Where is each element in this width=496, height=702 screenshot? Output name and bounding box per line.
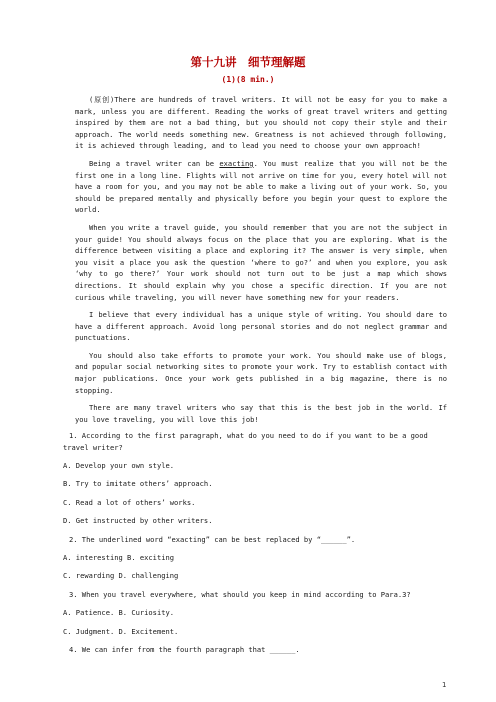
- question-2: 2. The underlined word “exacting” can be best replaced by “______”.: [69, 534, 356, 544]
- passage-paragraph-2: Being a travel writer can be exacting. You must realize that you will not be the first one in a long line. Flights will not arrive on time for you, every hotel will not have a room for you, and you may not be able to make a living out of your work. So, you should be prepared mentally and physically before you begin your quest to explore the world.: [75, 158, 447, 215]
- question-3: 3. When you travel everywhere, what should you keep in mind according to Para.3?: [69, 589, 411, 599]
- passage-paragraph-6: There are many travel writers who say that this is the best job in the world. If you love traveling, you will love this job!: [75, 403, 447, 424]
- question-1: 1. According to the first paragraph, what do you need to do if you want to be a good travel writer?: [63, 431, 428, 452]
- passage-paragraph-1: (原创)There are hundreds of travel writers. It will not be easy for you to make a mark, unless you are different. Reading the works of great travel writers and getting inspired by them are not a bad thing, but you should not copy their style and their approach. The world needs something new. Greatness is not achieved through following, it is achieved through leading, and to lead you need to choose your own approach!: [75, 95, 448, 151]
- question-2-option: C. rewarding D. challenging: [63, 571, 179, 581]
- question-2-option: A. interesting B. exciting: [63, 552, 175, 562]
- question-3-option: C. Judgment. D. Excitement.: [63, 626, 179, 636]
- question-1-option: C. Read a lot of others’ works.: [63, 497, 196, 507]
- question-1-option: D. Get instructed by other writers.: [63, 516, 213, 526]
- question-1-option: A. Develop your own style.: [63, 460, 175, 470]
- underlined-word: exacting: [219, 158, 254, 168]
- question-3-option: A. Patience. B. Curiosity.: [63, 608, 175, 618]
- passage-paragraph-4: I believe that every individual has a unique style of writing. You should dare to have a different approach. Avoid long personal stories and do not neglect grammar and punctuations.: [75, 310, 447, 343]
- page-number: 1: [442, 681, 447, 689]
- passage-paragraph-5: You should also take efforts to promote your work. You should make use of blogs, and popular social networking sites to promote your work. Try to establish contact with major publications. Once your work gets published in a big magazine, there is no stopping.: [75, 350, 447, 395]
- question-4: 4. We can infer from the fourth paragraph that ______.: [69, 644, 300, 654]
- question-list: [63, 430, 447, 662]
- page-subtitle: (1)(8 min.): [221, 75, 275, 84]
- page-title: 第十九讲 细节理解题: [190, 55, 306, 69]
- source-tag: (原创): [89, 95, 115, 104]
- passage-paragraph-3: When you write a travel guide, you should remember that you are not the subject in your guide! You should always focus on the place that you are exploring. What is the difference between visiting a place and exploring it? The answer is very simple, when you visit a place you ask the question ‘where to go?’ and when you explore, you ask ‘why to go there?’ Your work should not turn out to be just a map which shows directions. It should explain why you chose a specific direction. If you are not curious while traveling, you will never have something new for your readers.: [75, 222, 447, 302]
- question-1-option: B. Try to imitate others’ approach.: [63, 479, 213, 489]
- reading-passage: [75, 94, 447, 431]
